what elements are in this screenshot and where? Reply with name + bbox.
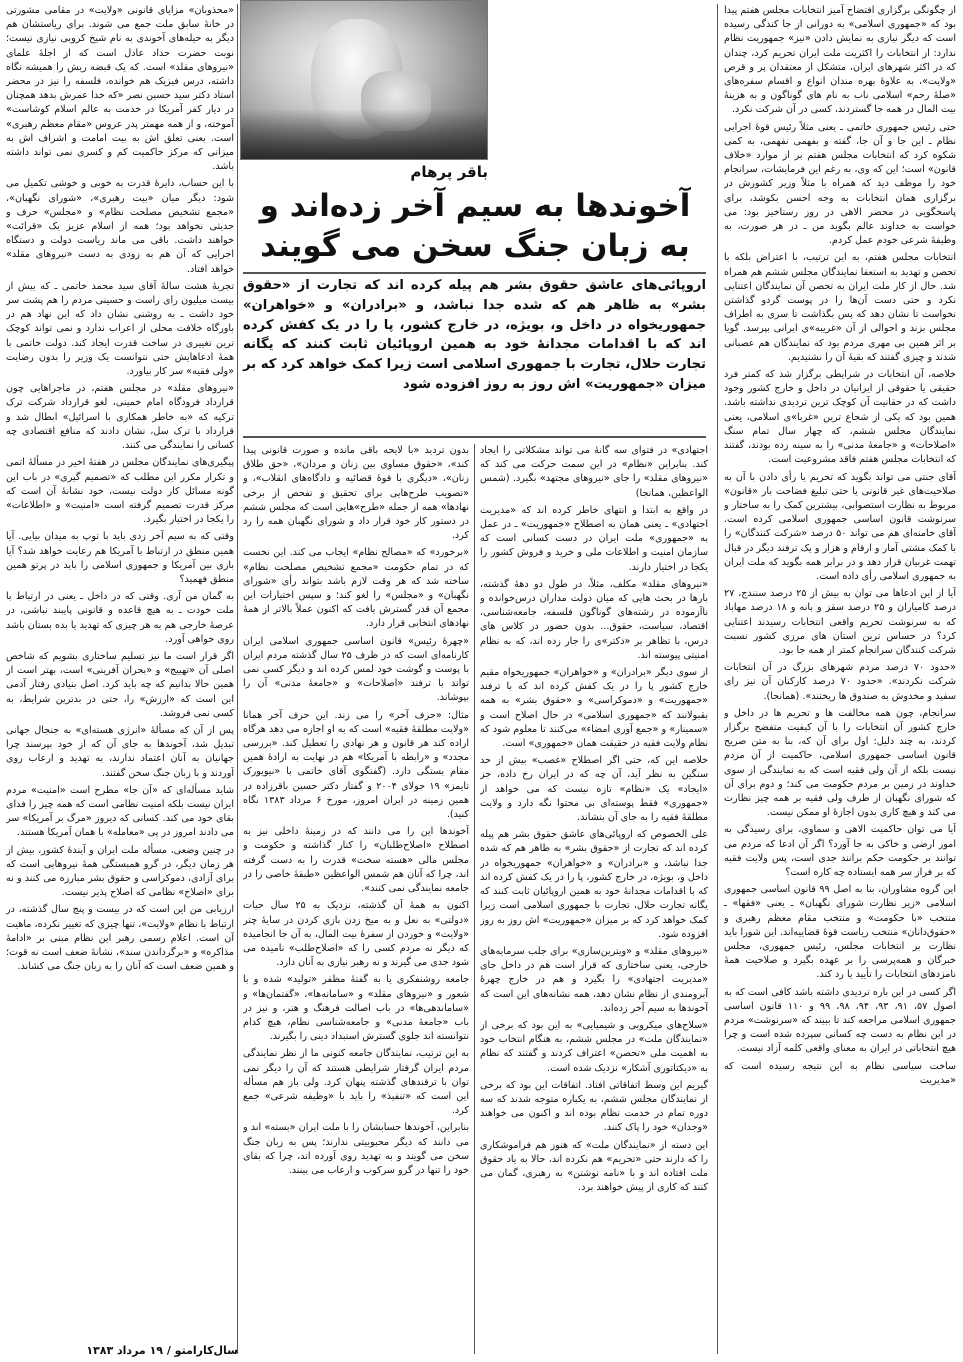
paragraph: انتخابات مجلس هفتم، به این ترتیب، با اعتراض بلکه با تحصن و تهدید به استعفا نمایندگان مجلس ششم هم همراه شد. حال از کار ملت ایران به تحصن آن نمایندگان اعتنایی نکرد و حتی دست آن‌ها را در پوست گردو گذاشتن نخواست تا نشان دهد که پس بگذاشت تا سری به اطراف مجلس بزند و احوالی از آن «غریبه»ی ایرانی بپرسد. گویا بر اثر همین بی مهری مردم بود که نمایندگان هم عصبانی شدند و چیزی گفتند که بقیهٔ آن را نشنیدیم. xyxy=(724,252,956,363)
paragraph: مثال: «حرف آخر» را می زند. این حرف آخر همانا «ولایت مطلقهٔ فقیه» است که به او اجازه می دهد هرگاه اراده کند هر قانون و هر نهادی را تعطیل کند. «بررسی مجدد» و «رابطه با آمریکا» هم در نهایت به ارادهٔ همین مقام بستگی دارد. (گفتگوی آقای خاتمی با «نیویورک تایمز» ۱۹ جولای ۲۰۰۴ و گفتار دکتر حسین باقرزاده در همین زمینه در ایران امروز، مورخ ۶ مرداد ۱۳۸۳ نگاه کنید). xyxy=(243,709,469,821)
paragraph: پیگیری‌های نمایندگان مجلس در هفتهٔ اخیر در مسألهٔ اتمی و تکرار مکرر این مطلب که «تصمیم گیری» در باب این گونه مسائل کار دولت نیست، خود نشانهٔ آن است که مرکز قدرت تصمیم گرفته است «امنیت» و «اطلاعات» را یکجا در اختیار بگیرد. xyxy=(6,457,234,526)
headline: آخوندها به سیم آخر زده‌اند و به زبان جنگ سخن می گویند xyxy=(259,188,691,264)
column-middle xyxy=(480,444,708,1360)
paragraph: آیا از این ادعاها می توان به بیش از ۲۵ درصد سنندج، ۲۷ درصد کامیاران و ۲۵ درصد سقز و بانه و ۱۸ درصد مهاباد که به سرنوشت تحریم واقعی انتخابات رسیدند اعتنایی کرد؟ در حساس ترین استان های مرزی کشور نسبت شرکت کنندگان سرانجام کمتر از همه جا بود. xyxy=(724,588,956,656)
column-center xyxy=(243,444,469,1360)
paragraph: اجتهادی» در فتوای سه گانهٔ می تواند مشکلاتی را ایجاد کند. بنابراین «نظام» در این سمت حرکت می کند که «نیروهای مقلد» را جای «نیروهای مجتهد» بگیرد. (شمس الواعظین، همانجا) xyxy=(480,445,708,499)
paragraph: این گروه مشاوران، بنا به اصل ۹۹ قانون اساسی جمهوری اسلامی «زیر نظارت شورای نگهبان» ـ یعنی «فقها» ـ منتخب «با حکومت» و منتخب مقام معظم رهبری و «حقوق‌دانان» منتخب ریاست قوهٔ قضاییه‌اند. این شورا باید نظارت بر انتخابات مجلس، رئیس جمهوری، مجلس خبرگان و همه‌پرسی را بر عهده بگیرد و صلاحیت همهٔ نامزدهای انتخابات را تأیید یا رد کند. xyxy=(724,884,956,981)
paragraph: جامعه روشنفکری یا به گفتهٔ مظفر «تولید» شده و با شعور و «نیروهای مقلد» و «سامانه‌ها»، «گفتمان‌ها» و «ساماندهی‌ها» در باب اصالت فرهنگ و هنر، و نیز در باب «جامعهٔ مدنی» و جامعه‌شناسی نظام، هیچ کدام نتوانسته اند جلوی گسترش استبداد دینی را بگیرند. xyxy=(243,974,469,1043)
paragraph: «سلاح‌های میکروبی و شیمیایی» به این بود که برخی از «نمایندگان ملت» در مجلس ششم، به هنگام انتخاب خود به اهمیت ملی «تحصن» اعتراف کردند و گفتند که نظام به «دیکتاتوری آشکار» نزدیک شده است. xyxy=(480,1019,708,1074)
paragraph: «برخورد» که «مصالح نظام» ایجاب می کند. این نخست که در تمام حکومت «مجمع تشخیص مصلحت نظام» ساخته شد که هر وقت لازم باشد بتواند رأی «شورای نگهبان» و «مجلس» را لغو کند؛ و سپس اختیارات این مجمع آن قدر گسترش یافت که اکنون عملاً بالاتر از همهٔ نهادهای انتخابی قرار دارد. xyxy=(243,547,469,630)
paragraph: به گمان من آری. وقتی که در داخل ـ یعنی در ارتباط با ملت خودت ـ به هیچ قاعده و قانونی پایبند نباشی، در عرصهٔ خارجی هم به هر چیزی که تهدید یا بده بستان باشد روی خواهی آورد. xyxy=(6,591,234,645)
paragraph: سرانجام، چون همه مخالفت ها و تحریم ها در داخل و خارج کشور آن انتخابات را با آن کیفیت متفضح برگزار کردند، به چند دلیل: اول برای آن که، بنا به متن صریح قانون اساسی جمهوری اسلامی، حاکمیت از آن مردم نیست بلکه از آن ولی فقیه است که به نمایندگی از سوی خداوند در زمین بر مردم حکومت می کند؛ و دوم برای آن که شورای نگهبان از طرف ولی فقیه بر همه چیز نظارت می کند و هیچ کاری بدون اجازهٔ او ممکن نیست. xyxy=(724,707,956,819)
lead-bottom-rule xyxy=(243,436,706,438)
column-left xyxy=(6,4,234,1340)
paragraph: بدون تردید «با لایحه باقی مانده و صورت قانونی پیدا کند»، «حقوق مساوی بین زنان و مردان»، «حق طلاق زنان»، «دیگری با قوهٔ قضائیه و دادگاه‌های انقلاب»، و «تصویب طرح‌هایی برای تحقیق و تفحص از برخی نهادها» همه از جمله «طرح»هایی است که مجلس ششم در دستور کار خود قرار داد و شورای نگهبان همه را رد کرد. xyxy=(243,445,469,542)
paragraph: از چگونگی برگزاری افتضاح آمیز انتخابات مجلس هفتم پیدا بود که «جمهوری اسلامی» به دورانی از جا کندگی رسیده است که دیگر نیازی به نمایش دادن «نیز» جمهوریت نظام ندارد: از انتخابات را اکثریت ملت ایران تحریم کرد، چندان که در اکثر شهرهای ایران، متشکل از معتقدان پر و قرص «ولایت»، به علاوهٔ بهره مندان انواع و اقسام سفره‌های «صلهٔ رحم» اسلامی ناب به نام های گوناگون و به هزینهٔ بیت المال در همه جا گستردند، کسی در آن شرکت نکرد. xyxy=(724,5,956,116)
author-photo xyxy=(240,0,488,160)
paragraph: با این حساب، دایرهٔ قدرت به خوبی و خوشی تکمیل می شود: دیگر میان «بیت رهبری»، «شورای نگهبان»، «مجمع تشخیص مصلحت نظام» و «مجلس» حرف و حدیثی نخواهد بود؛ همه از اسلام عزیز یک «قرائت» خواهند داشت. باقی می ماند ریاست دولت و دستگاه اجرایی که آن هم به زودی به دست «نیروهای مقلد» خواهد افتاد. xyxy=(6,178,234,275)
column-divider xyxy=(474,444,475,1354)
paragraph: پس از آن که مسألهٔ «انرژی هسته‌ای» به جنجال جهانی تبدیل شد، آخوندها به جای آن که از خود بپرسند چرا جهانیان به آنان اعتماد ندارند، به تهدید و ارعاب روی آوردند و با زبان جنگ سخن گفتند. xyxy=(6,724,234,779)
paragraph: علی الخصوص که اروپائی‌های عاشق حقوق بشر هم پیله کرده اند که تجارت از «حقوق بشر» به ظاهر هم که شده جدا نباشد، و «برادران» و «خواهران» جمهوریخواه در داخل و، بویژه، در خارج کشور، پا را در یک کفش کرده اند که با اقدامات مجدانهٔ خود به همین اروپائیان ثابت کنند که یگانه تجارت حلال، تجارت با جمهوری اسلامی است زیرا کمک خواهد کرد که بر میزان «جمهوریت» اش روز به روز افزوده شود. xyxy=(480,829,708,940)
paragraph: شاید مسأله‌ای که «آن جا» مطرح است «امنیت» مردم ایران نیست بلکه امنیت نظامی است که همه چیز را فدای بقای خود می کند. کسانی که دیروز «مرگ بر آمریکا» سر می دادند امروز در پی «معامله» با همان آمریکا هستند. xyxy=(6,784,234,839)
paragraph: اگر قرار است ما نیز تسلیم ساختاری بشویم که شاخص اصلی آن «تهییج» و «بحران آفرینی» است، بهتر است از همین حالا بدانیم که چه باید کرد. اصل بنیادی رفتار آدمی این است که «ارزش» را، حتی در بدترین شرایط، به کسی نمی فروشد. xyxy=(6,650,234,719)
paragraph: در چنین وضعی، مسأله ملت ایران و آیندهٔ کشور، بیش از هر زمان دیگر، در گرو همبستگی همهٔ نیروهایی است که برای آزادی، دموکراسی و حقوق بشر مبارزه می کنند و نه برای «اصلاح» نظامی که اصلاح پذیر نیست. xyxy=(6,844,234,899)
lead-paragraph: اروپائی‌های عاشق حقوق بشر هم پیله کرده اند که تجارت از «حقوق بشر» به ظاهر هم که شده جدا نباشد، و «برادران» و «خواهران» جمهوریخواه در داخل و، بویژه، در خارج کشور، پا را در یک کفش کرده اند که با اقدامات مجدانهٔ خود به همین اروپائیان ثابت کنند که یگانه تجارت حلال، تجارت با جمهوری اسلامی است زیرا کمک خواهد کرد که بر میزان «جمهوریت» اش روز به روز افزوده شود xyxy=(243,278,706,392)
paragraph: اگر کسی در این باره تردیدی داشته باشد کافی است که به اصول ۵۷، ۹۱، ۹۳، ۹۴، ۹۸، ۹۹ و ۱۱۰ قانون اساسی جمهوری اسلامی مراجعه کند تا ببیند که «سرنوشت» مردم در این نظام به دست چه کسانی سپرده شده است و چرا هیچ انتخاباتی در ایران به معنای واقعی کلمه آزاد نیست. xyxy=(724,986,956,1055)
paragraph: گیریم این وسط اتفاقاتی افتاد. اتفاقات این بود که برخی از نمایندگان مجلس ششم، به یکباره متوجه شدند که سه دوره تمام در خدمت نظام بوده اند و اکنون می خواهند «وجدان» خود را پاک کنند. xyxy=(480,1079,708,1134)
paragraph: وقتی که به سیم آخر زدی باید با توپ به میدان بیایی. آیا همین منطق در ارتباط با آمریکا هم رعایت خواهد شد؟ آیا بازی بین آمریکا و جمهوری اسلامی را باید در پرتو همین منطق فهمید؟ xyxy=(6,531,234,585)
issue-footer: سال‌کارامتو / ۱۹ مرداد ۱۳۸۳ xyxy=(86,1344,238,1357)
paragraph: ارزیابی من این است که در بیست و پنج سال گذشته، در ارتباط با نظام «ولایت»، تنها چیزی که تغییر نکرده، ماهیت آن است. اعلام رسمی رهبر این نظام مبنی بر «ادامهٔ مذاکره» و «برگرداندن سند»، نشانهٔ ضعف است نه قوت؛ و همین ضعف است که آنان را به زبان جنگ می کشاند. xyxy=(6,904,234,973)
column-divider xyxy=(717,4,718,1354)
paragraph: «نیروهای مقلد» مکلف، مثلاً، در طول دو دههٔ گذشته، بارها در بحث هایی که میان دولت مداران درس‌خوانده و ناآزموده در رشته‌های گوناگون فلسفه، جامعه‌شناسی، اقتصاد، سیاست، حقوق... بدون حضور در کلاس های درس، با تظاهر بر «دکتر»ی را جار زده اند، که به نظام امنیتی پیوسته اند. xyxy=(480,578,708,661)
paragraph: «نیروهای مقلد» در مجلس هفتم، در ماجراهایی چون قرارداد فرودگاه امام خمینی، لغو قرارداد شرکت ترک ترکیه که «به خاطر همکاری با اسرائیل» ابطال شد و قرارداد با ترک سل، نشان دادند که منافع اقتصادی چه کسانی را نمایندگی می کنند. xyxy=(6,383,234,452)
photo-shadow xyxy=(241,109,487,159)
paragraph: بنابراین، آخوندها حسابشان را با ملت ایران «بسته» اند و می دانند که دیگر محبوبیتی ندارند؛ پس به زبان جنگ سخن می گویند و به تهدید روی آورده اند، چرا که بقای خود را تنها در گرو سرکوب و ارعاب می بینند. xyxy=(243,1122,469,1176)
paragraph: تجربهٔ هشت سالهٔ آقای سید محمد خاتمی ـ که بیش از بیست میلیون رای راست و حسینی مردم را هم پشت سر خود داشت ـ به روشنی نشان داد که این نهاد هم در باورگاه خلافت محلی از اعراب ندارد و نمی تواند کوچک ترین تغییری در ساخت قدرت ایجاد کند. دولت خاتمی با همهٔ ادعاهایش حتی نتوانست یک وزیر را بدون رضایت «ولی فقیه» سر کار بیاورد. xyxy=(6,280,234,378)
paragraph: «نیروهای مقلد» و «ویترین‌سازی» برای جلب سرمایه‌های خارجی، یعنی ساختاری که قرار است هم در داخل جای «مدیریت اجتهادی» را بگیرد و هم در خارج چهرهٔ آبرومندی از نظام نشان دهد، همه نشانه‌های این است که آخوندها به سیم آخر زده‌اند. xyxy=(480,945,708,1014)
paragraph: آخوندها این را می دانند که در زمینهٔ داخلی نیز به اصطلاح «اصلاح‌طلبان» را کنار گذاشته و حکومت و مجلس مالی «هسته سخت» قدرت را به دست گرفته اند، چرا که آنان هم شمس الواعظین «طبقهٔ خاصی را در جامعه نمایندگی نمی کنند». xyxy=(243,826,469,895)
paragraph: ساخت سیاسی نظام به این نتیجه رسیده است که «مدیریت xyxy=(724,1060,956,1086)
paragraph: به این ترتیب، نمایندگان جامعه کنونی ما از نظر نمایندگی مردم ایران گرفتار شرایطی هستند که آن را دیگر نمی توان با ترفندهای گذشته پنهان کرد. ولی باز هم مسأله این است که «تنفیذ» را باید با «وظیفه شرعی» جمع کرد. xyxy=(243,1048,469,1117)
column-right xyxy=(724,4,956,1362)
paragraph: حتی رئیس جمهوری خاتمی ـ یعنی مثلاً رئیس قوهٔ اجرایی نظام ـ این جا و آن جا، گفته و بفهمی نفهمی، به کمی شکوه کرد که انتخابات مجلس هفتم بر از موارد «خلاف قانون» است؛ این که وی، به رغم این فرمایشات، سرانجام خود را موظف دید که همراه با مثلاً وزیر کشورش در برگزاری همان انتخابات به وجه احسن بکوشد، برای پاسخگویی در محضر الاهی در روز رستاخیز بود: می خواست به خداوند عالم بگوید من ـ در هر صورت، به وظیفهٔ شرعی خودم عمل کردم. xyxy=(724,121,956,247)
paragraph: آقای جنتی می تواند بگوید که تحریم یا رأی دادن با آن به صلاحیت‌های غیر قانونی یا حتی تبلیغ فضاحت بار «قانون» مربوط به نظارت استصوابی، بیشترین کمک را به ساختار و سرنوشت قانون اساسی جمهوری اسلامی کرده است. آقای خامنه‌ای هم می تواند ۵۰ درصد «شرکت کنندگان» را با کمک مشتی آمار و ارقام و هزار و یک ترفند دیگر در قبال تهمت غربیان قرار دهد و در برابر همه بگوید که ملت ایران به جمهوری اسلامی رأی داده است. xyxy=(724,471,956,582)
lead-top-rule xyxy=(243,272,706,274)
column-divider xyxy=(237,4,238,1354)
paragraph: از سوی دیگر «برادران» و «خواهران» جمهوریخواه مقیم خارج کشور پا را در یک کفش کرده اند که با ترفند «جمهوریت» و «دموکراسی» و «حقوق بشر» به همه بقبولانند که «جمهوری اسلامی» در حال اصلاح است و «سمینار» و «جمع آوری امضاء» می‌کنند تا معلوم شود که نظام ولایت فقیه در حقیقت همان «جمهوری» است. xyxy=(480,667,708,750)
paragraph: اکنون به همهٔ آن گذشته، نزدیک به ۲۵ سال حیات «دولتی» به نعل و به میخ زدن بازی کردن در سایهٔ چتر «ولایت» و خوردن از سفرهٔ بیت المال، به آن جا انجامیده که دیگر نه مردم کسی را که «اصلاح‌طلب» نامیده می شود جدی می گیرند و نه رهبر نیازی به آنان دارد. xyxy=(243,900,469,969)
paragraph: «حدود ۷۰ درصد مردم شهرهای بزرگ در آن انتخابات شرکت نکردند». «حدود ۷۰ درصد کارکنان آن نیز رای سفید و مخدوش به صندوق ها ریختند». (همانجا). xyxy=(724,662,956,702)
paragraph: آیا می توان حاکمیت الاهی و سماوی، برای رسیدگی به امور ارضی و خاکی به جا آورد؟ اگر آن ادعا که مردم می توانند بر حکومت حکم برانند جدی است، پس ولایت فقیه که بر فراز سر همه ایستاده چه کاره است؟ xyxy=(724,824,956,878)
author-name: باقر پرهام xyxy=(410,163,488,181)
paragraph: «چهرهٔ رئیس» قانون اساسی جمهوری اسلامی ایران کارنامه‌ای است که در ظرف ۲۵ سال گذشته مردم ایران با پوست و گوشت خود لمس کرده اند و دیگر کسی نمی تواند با ترفند «اصلاحات» و «جامعهٔ مدنی» آن را بپوشاند. xyxy=(243,635,469,704)
paragraph: «محذوبان» مزایای قانونی «ولایت» در مقامی مشورتی در خانهٔ سابق ملت جمع می شوند. برای ریاستشان هم دیگر به حیله‌های آخوندی به نام شیخ کروبی نیازی نیست؛ نوبت حضرت حداد عادل است که از اجلهٔ علمای «نیروهای مقلد» است. که یک قبضه ریش را همیشه نگاه داشته، درس فیزیک هم خوانده، فلسفه را نیز در محضر استاد دکتر سید حسین نصر «که خدا عمرش بدهد همچنان در دیار کفر آمریکا در خدمت به عالم اسلام کوشاست» آموخته، و از همه مهمتر پدر عروس «مقام معظم رهبری» است. یعنی تعلق اش به بیت امامت و اشراف اش به میزانی که مرکز حاکمیت کم و کسری نمی تواند داشته باشد. xyxy=(6,5,234,173)
paragraph: خلاصه این که، حتی اگر اصطلاح «غصب» بیش از حد سنگین به نظر آید، آن چه که در ایران رخ داده، جز «ایجاد» یک «نظام» تازه نیست که می خواهد از «جمهوری» فقط پوسته‌ای بی محتوا نگه دارد و ولایت مطلقهٔ فقیه را به جای آن بنشاند. xyxy=(480,755,708,824)
paragraph: این دسته از «نمایندگان ملت» که هنوز هم فراموشکاری را که دارند حتی «تحریم» هم نکرده اند، حالا به یاد حقوق ملت افتاده اند و با «نامه نوشتن» به رهبری، گمان می کنند که کاری از پیش خواهند برد. xyxy=(480,1139,708,1194)
paragraph: خلاصه، آن انتخابات در شرایطی برگزار شد که کمتر فرد حقیقی یا حقوقی از ایرانیان در داخل و خارج کشور وجود داشت که در حقانیت آن کوچک ترین تردیدی نداشته باشد. همین بود که یکی از شجاع ترین «غربا»ی اسلامی، یعنی نمایندگان مجلس ششم، که چهار سال تمام سنگ «اصلاحات» و «جامعهٔ مدنی» را به سینه زده بودند، گفتند که انتخابات مجلس هفتم فاقد مشروعیت است. xyxy=(724,369,956,466)
paragraph: در واقع به ابتدا و انتهای خاطر کرده اند که «مدیریت اجتهادی» ـ یعنی همان به اصطلاح «جمهوریت» ـ در عمل به «جمهوری» ملت ایران در دست کسانی است که سازمان امنیت و اطلاعات ملی و خرید و فروش کشور را یکجا در اختیار دارند. xyxy=(480,504,708,573)
